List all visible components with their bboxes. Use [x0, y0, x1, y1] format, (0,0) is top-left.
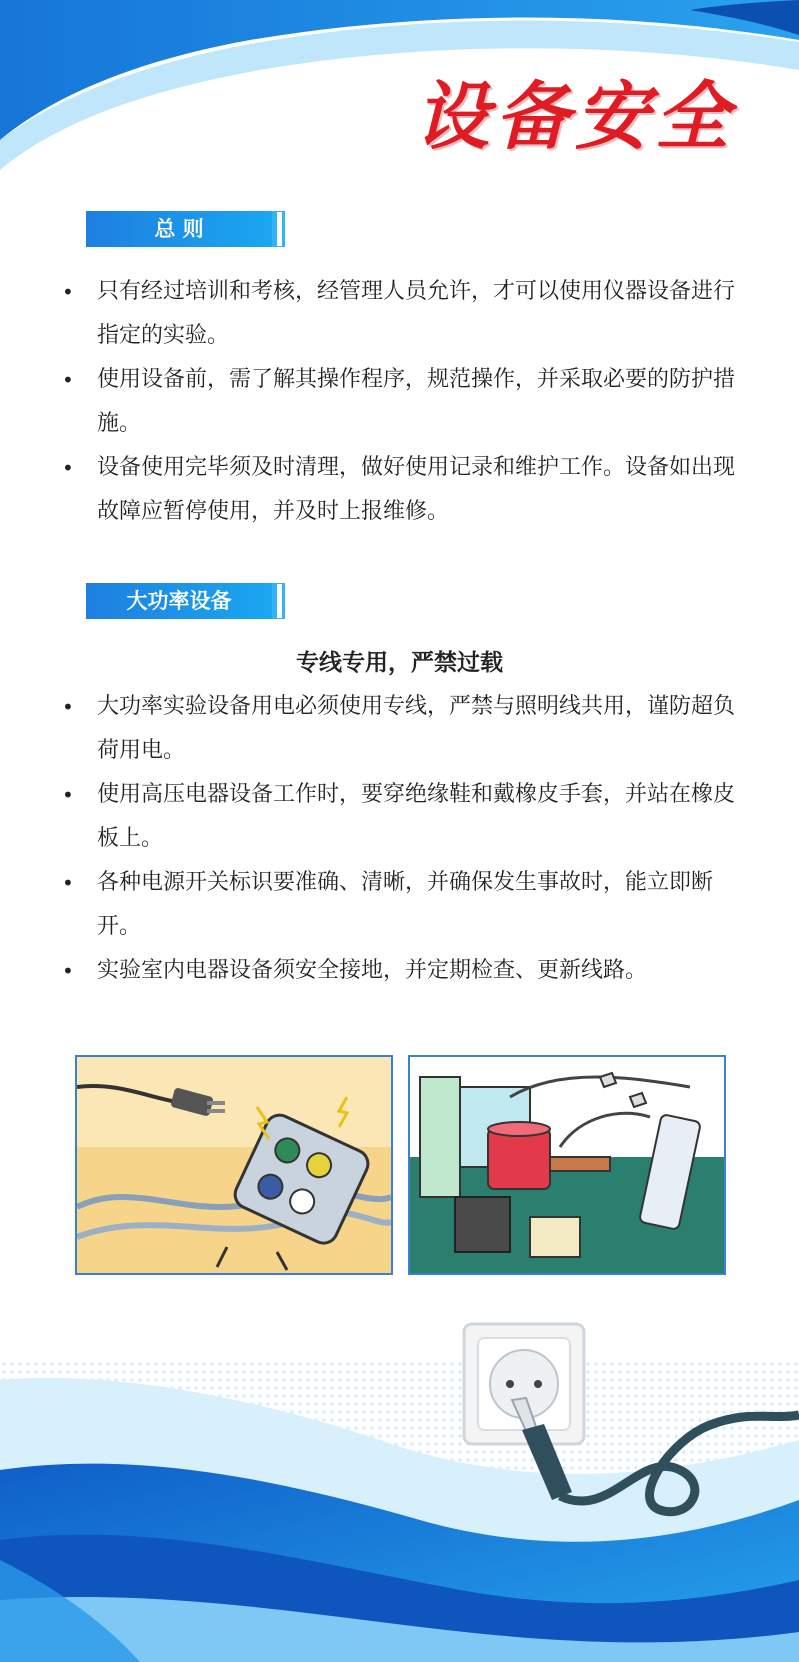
list-item: • 各种电源开关标识要准确、清晰，并确保发生事故时，能立即断开。: [60, 861, 750, 949]
general-rules-list: [60, 270, 750, 534]
section-tag-high-power: 大功率设备: [86, 583, 277, 619]
wall-socket-plug-icon: [460, 1320, 799, 1540]
list-item: • 使用高压电器设备工作时，要穿绝缘鞋和戴橡皮手套，并站在橡皮板上。: [60, 773, 750, 861]
list-item: • 只有经过培训和考核，经管理人员允许，才可以使用仪器设备进行指定的实验。: [60, 270, 750, 358]
overloaded-power-strip-illustration: [75, 1055, 393, 1275]
high-power-rules-list: [60, 685, 750, 993]
list-item: • 大功率实验设备用电必须使用专线，严禁与照明线共用，谨防超负荷用电。: [60, 685, 750, 773]
page-title: 设备安全: [415, 74, 735, 160]
list-item: • 设备使用完毕须及时清理，做好使用记录和维护工作。设备如出现故障应暂停使用，并及时上报维修。: [60, 446, 750, 534]
list-item: • 实验室内电器设备须安全接地，并定期检查、更新线路。: [60, 949, 750, 993]
overloaded-appliances-illustration: [408, 1055, 726, 1275]
list-item: • 使用设备前，需了解其操作程序，规范操作，并采取必要的防护措施。: [60, 358, 750, 446]
section-tag-general: 总 则: [86, 211, 277, 247]
section-subtitle: 专线专用，严禁过载: [296, 650, 503, 676]
